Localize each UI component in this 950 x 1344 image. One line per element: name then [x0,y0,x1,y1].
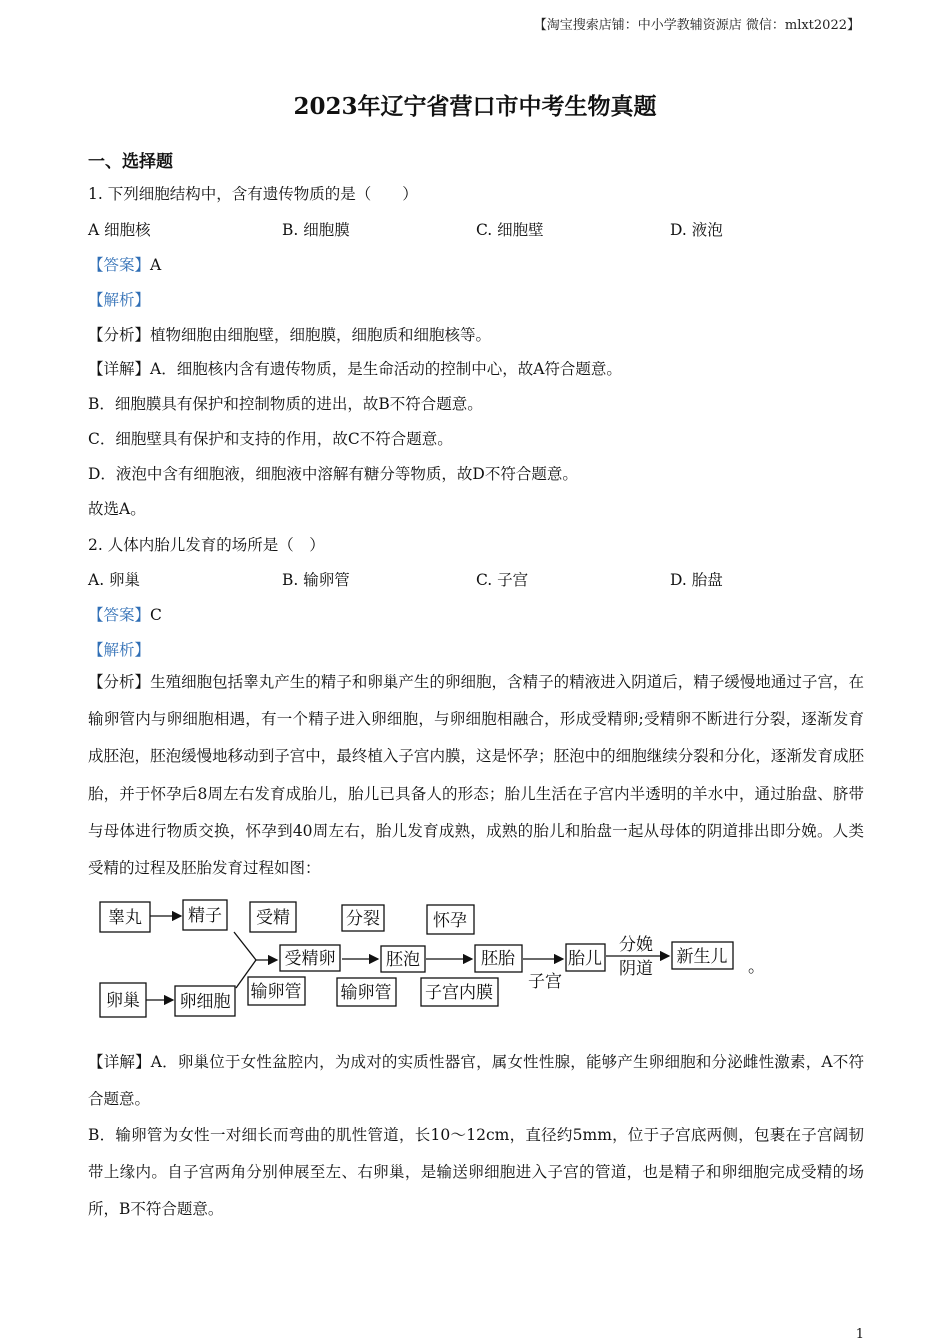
q2-option-b: B. 输卵管 [282,571,350,589]
q1-option-c: C. 细胞壁 [476,221,544,239]
label-pregnancy: 怀孕 [433,911,467,931]
q2-option-c: C. 子宫 [476,571,529,589]
q2-option-a: A. 卵巢 [88,571,141,589]
q1-explain-b: B．细胞膜具有保护和控制物质的进出，故B不符合题意。 [88,395,483,413]
q1-xiangjie: 【详解】A．细胞核内含有遗传物质，是生命活动的控制中心，故A符合题意。 [88,360,622,378]
q1-conclusion: 故选A。 [88,500,146,518]
q2-xiangjie-a: 【详解】A．卵巢位于女性盆腔内，为成对的实质性器官，属女性性腺，能够产生卵细胞和分泌雌性激素，A不符合题意。 [88,1053,864,1109]
page-title: 2023年辽宁省营口市中考生物真题 [293,93,657,120]
q2-option-d: D. 胎盘 [670,571,723,589]
q1-explain-c: C．细胞壁具有保护和支持的作用，故C不符合题意。 [88,430,453,448]
label-ovary: 卵巢 [106,991,140,1011]
q2-fenxi: 【分析】生殖细胞包括睾丸产生的精子和卵巢产生的卵细胞，含精子的精液进入阴道后，精子缓慢地通过子宫，在输卵管内与卵细胞相遇，有一个精子进入卵细胞，与卵细胞相融合，形成受精卵;受精卵不断进行分裂，逐渐发育成胚泡，胚泡缓慢地移动到子宫中，最终植入子宫内膜，这是怀孕；胚泡中的细胞继续分裂和分化，逐渐发育成胚胎，并于怀孕后8周左右发育成胎儿，胎儿已具备人的形态；胎儿生活在子宫内半透明的羊水中，通过胎盘、脐带与母体进行物质交换，怀孕到40周左右，胎儿发育成熟，成熟的胎儿和胎盘一起从母体的阴道排出即分娩。人类受精的过程及胚胎发育过程如图： [88,673,864,878]
section-heading: 一、选择题 [88,152,173,172]
label-oviduct-2: 输卵管 [340,983,392,1003]
label-embryo: 胚胎 [481,949,515,969]
q1-analysis-tag: 【解析】 [88,291,151,309]
q1-explain-d: D．液泡中含有细胞液，细胞液中溶解有糖分等物质，故D不符合题意。 [88,465,578,483]
answer-value: C [150,606,162,624]
label-blastocyst: 胚泡 [386,950,420,970]
q2-answer [88,603,162,625]
q1-answer [88,253,161,275]
header-note: 【淘宝搜索店铺：中小学教辅资源店 微信：mlxt2022】 [533,18,860,33]
label-uterus: 子宫 [528,972,562,992]
answer-tag: 【答案】 [88,606,151,624]
page-number: 1 [855,1327,864,1342]
q1-stem: 1. 下列细胞结构中，含有遗传物质的是（ ） [88,185,418,203]
label-fertilization: 受精 [256,908,290,928]
q1-fenxi: 【分析】植物细胞由细胞壁，细胞膜，细胞质和细胞核等。 [88,326,492,344]
q2-xiangjie-b: B．输卵管为女性一对细长而弯曲的肌性管道，长10～12cm，直径约5mm，位于子宫底两侧，包裹在子宫阔韧带上缘内。自子宫两角分别伸展至左、右卵巢，是输送卵细胞进入子宫的管道，也是精子和卵细胞完成受精的场所，B不符合题意。 [88,1126,864,1219]
fertilization-diagram [88,890,788,1030]
connector-sperm [234,932,256,960]
q1-option-b: B. 细胞膜 [282,221,350,239]
label-sperm: 精子 [188,906,222,926]
diagram-end-mark: 。 [748,957,765,977]
label-newborn: 新生儿 [676,947,728,967]
label-division: 分裂 [346,909,380,929]
label-egg: 卵细胞 [179,992,231,1012]
q1-option-a: A 细胞核 [88,221,151,239]
label-endometrium: 子宫内膜 [425,983,493,1003]
label-fetus: 胎儿 [568,949,602,969]
label-vagina: 阴道 [619,959,653,979]
answer-tag: 【答案】 [88,256,151,274]
label-testis: 睾丸 [108,908,142,928]
label-delivery: 分娩 [619,935,653,955]
answer-value: A [150,256,162,274]
q2-stem: 2. 人体内胎儿发育的场所是（ ） [88,536,325,554]
label-zygote: 受精卵 [284,949,336,969]
label-oviduct-1: 输卵管 [250,982,302,1002]
q2-analysis-tag: 【解析】 [88,641,151,659]
q1-option-d: D. 液泡 [670,221,723,239]
